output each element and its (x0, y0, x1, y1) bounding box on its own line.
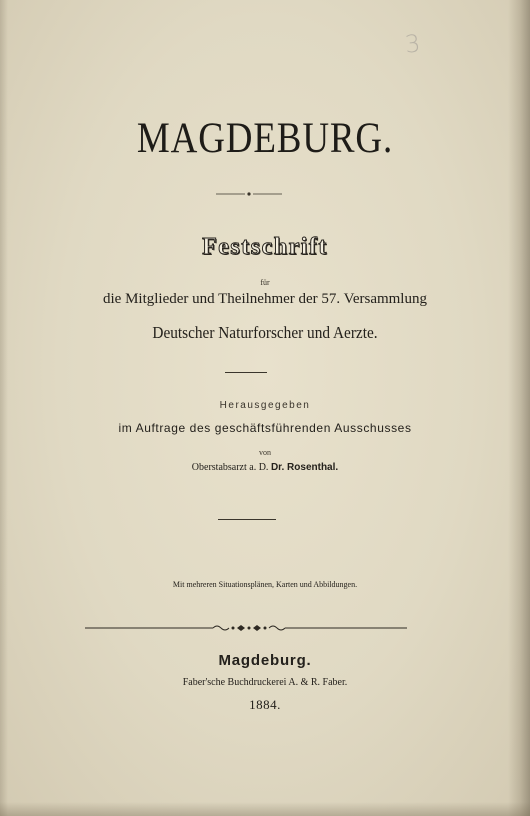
main-title: MAGDEBURG. (136, 115, 394, 162)
author-prefix: Oberstabsarzt a. D. (191, 462, 269, 473)
imprint-printer: Faber'sche Buchdruckerei A. & R. Faber. (182, 677, 348, 688)
author-name: Dr. Rosenthal. (270, 462, 339, 473)
issued-label: Herausgegeben (219, 400, 311, 411)
for-label: für (260, 278, 270, 287)
page-bottom-edge (0, 802, 530, 816)
imprint-place: Magdeburg. (218, 652, 312, 669)
festschrift-heading: Festschrift (202, 234, 328, 260)
divider-medium (218, 519, 276, 520)
imprint-year: 1884. (249, 697, 281, 712)
audience-line: die Mitglieder und Theilnehmer der 57. Versammlung (103, 291, 427, 307)
author-line (0, 462, 530, 473)
imprint-ornament (85, 622, 407, 634)
commission-line: im Auftrage des geschäftsführenden Ausschusses (118, 421, 412, 435)
by-label: von (259, 448, 271, 457)
illustrations-note: Mit mehreren Situationsplänen, Karten und Abbildungen. (172, 580, 358, 589)
title-rule-ornament (216, 190, 282, 198)
pencil-mark: 3 (403, 29, 422, 59)
divider-short (225, 372, 267, 373)
society-name: Deutscher Naturforscher und Aerzte. (152, 323, 378, 342)
